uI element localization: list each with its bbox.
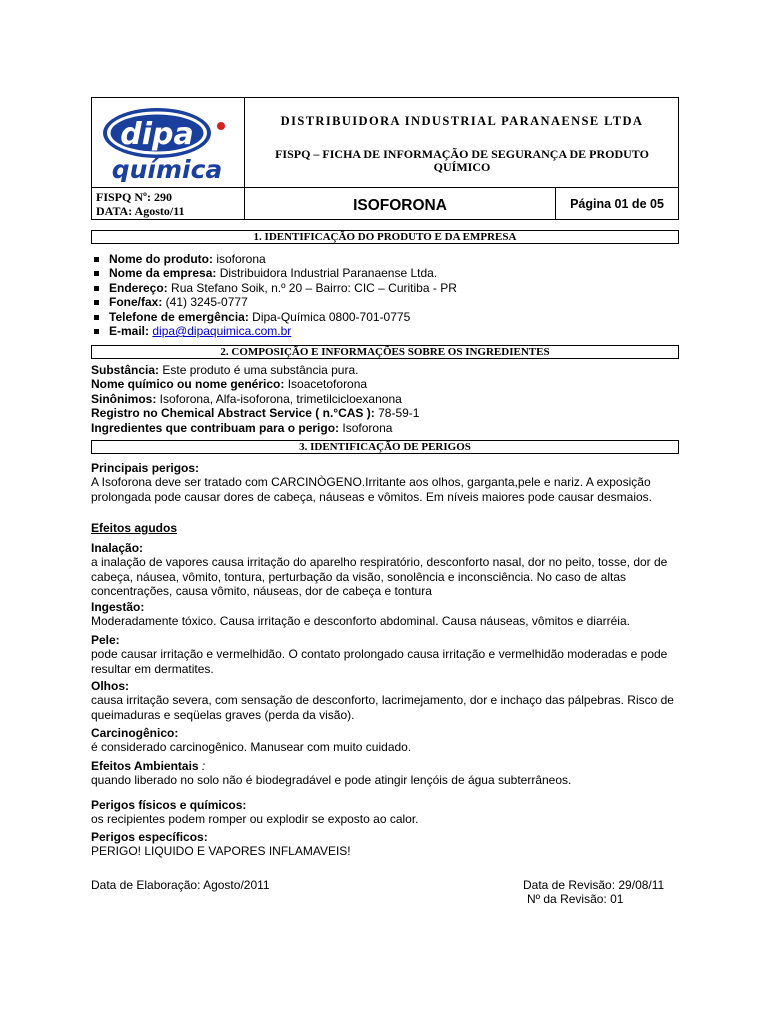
item-label: Nome da empresa: (109, 266, 217, 281)
fispq-title-line: QUÍMICO (433, 160, 491, 174)
carcinogenico-label: Carcinogênico: (91, 726, 179, 740)
dipa-quimica-logo (98, 104, 236, 182)
ambientais-label: Efeitos Ambientais (91, 759, 199, 773)
fispq-info (96, 190, 185, 218)
item-value: isoforona (212, 252, 266, 266)
efeitos-agudos-heading (91, 521, 691, 535)
line-value: Isoforona, Alfa-isoforona, trimetilcicloexanona (156, 391, 402, 406)
carcinogenico-text: é considerado carcinogênico. Manusear com muito cuidado. (91, 740, 412, 755)
item-value: (41) 3245-0777 (162, 295, 248, 310)
principais-text: A Isoforona deve ser tratado com CARCINÒGENO.Irritante aos olhos, garganta,pele e nariz. A exposição prolongada pode causar dores de cabeça, náuseas e vômitos. Em níveis maiores pode causar desmaios. (91, 475, 652, 504)
svg-text:química: química (111, 155, 223, 182)
olhos-text: causa irritação severa, com sensação de desconforto, lacrimejamento, dor e inchaço das pálpebras. Risco de queimaduras e seqüelas graves (perda da visão). (91, 693, 674, 722)
ambientais-colon: : (198, 759, 206, 773)
fispq-number: FISPQ Nº: 290 (96, 190, 172, 204)
carcinogenico-block (91, 726, 691, 755)
composition-line (91, 392, 691, 406)
pele-text: pode causar irritação e vermelhidão. O contato prolongado causa irritação e vermelhidão moderadas e pode resultar em dermatites. (91, 647, 668, 676)
list-item (93, 310, 457, 324)
list-item (93, 252, 457, 266)
item-label: Telefone de emergência: (109, 309, 249, 324)
footer-revisao: Data de Revisão: 29/08/11 (523, 878, 665, 892)
fisicos-block (91, 798, 691, 827)
olhos-block (91, 679, 681, 722)
fispq-date: DATA: Agosto/11 (96, 204, 185, 218)
inalacao-block (91, 541, 687, 599)
header-divider (92, 187, 678, 188)
ingestao-block (91, 600, 691, 629)
section-2-header: 2. COMPOSIÇÃO E INFORMAÇÕES SOBRE OS INGREDIENTES (91, 345, 679, 359)
line-label: Registro no Chemical Abstract Service ( n.°CAS ): (91, 406, 375, 421)
principais-perigos (91, 461, 683, 504)
ingestao-label: Ingestão: (91, 600, 145, 614)
ingestao-text: Moderadamente tóxico. Causa irritação e desconforto abdominal. Causa náuseas, vômitos e diarréia. (91, 614, 630, 629)
composition-line (91, 421, 691, 435)
email-link[interactable]: dipa@dipaquimica.com.br (152, 324, 292, 339)
pele-label: Pele: (91, 633, 120, 647)
line-label: Substância: (91, 363, 160, 377)
company-name: DISTRIBUIDORA INDUSTRIAL PARANAENSE LTDA (280, 114, 644, 128)
fisicos-text: os recipientes podem romper ou explodir se exposto ao calor. (91, 812, 419, 827)
line-label: Sinônimos: (91, 391, 157, 406)
item-value: Rua Stefano Soik, n.º 20 – Bairro: CIC – Curitiba - PR (167, 280, 457, 295)
composition-line (91, 406, 691, 420)
composition-line (91, 363, 691, 377)
composition-line (91, 377, 691, 391)
line-value: Isoforona (339, 420, 393, 435)
fisicos-label: Perigos físicos e químicos: (91, 798, 247, 812)
item-label: E-mail: (109, 324, 150, 339)
especificos-block (91, 830, 691, 859)
principais-label: Principais perigos: (91, 461, 200, 475)
item-label: Nome do produto: (109, 252, 213, 266)
footer-elaboracao: Data de Elaboração: Agosto/2011 (91, 878, 270, 892)
list-item (93, 324, 457, 338)
item-value: Dipa-Química 0800-701-0775 (248, 309, 411, 324)
olhos-label: Olhos: (91, 679, 129, 693)
page-number: Página 01 de 05 (570, 197, 664, 211)
inalacao-text: a inalação de vapores causa irritação do aparelho respiratório, desconforto nasal, dor no peito, tosse, dor de cabeça, náusea, vômito, tontura, perturbação da visão, sonolência e inconsciência. No caso de altas concentrações, causa vômito, náuseas, dor de cabeça e tontura (91, 555, 668, 599)
efeitos-agudos-label: Efeitos agudos (91, 521, 178, 535)
product-name: ISOFORONA (353, 197, 447, 214)
svg-text:dipa: dipa (120, 117, 194, 152)
item-value: Distribuidora Industrial Paranaense Ltda. (216, 266, 438, 281)
inalacao-label: Inalação: (91, 541, 144, 555)
section-1-header: 1. IDENTIFICAÇÃO DO PRODUTO E DA EMPRESA (91, 230, 679, 244)
especificos-label: Perigos específicos: (91, 830, 208, 844)
list-item (93, 266, 457, 280)
line-label: Ingredientes que contribuam para o perigo: (91, 420, 340, 435)
fispq-title (250, 148, 674, 174)
item-label: Endereço: (109, 280, 168, 295)
footer-revisao-numero: Nº da Revisão: 01 (527, 892, 624, 906)
line-value: Este produto é uma substância pura. (159, 363, 359, 377)
composition-block (91, 363, 691, 435)
item-label: Fone/fax: (109, 295, 163, 310)
especificos-text: PERIGO! LIQUIDO E VAPORES INFLAMAVEIS! (91, 844, 351, 859)
fispq-title-line: FISPQ – FICHA DE INFORMAÇÃO DE SEGURANÇA DE PRODUTO (275, 147, 649, 161)
pele-block (91, 633, 687, 676)
ambientais-block (91, 759, 691, 788)
company-info-list (93, 252, 457, 338)
line-value: 78-59-1 (374, 406, 420, 421)
line-label: Nome químico ou nome genérico: (91, 377, 285, 392)
list-item (93, 281, 457, 295)
list-item (93, 295, 457, 309)
section-3-header: 3. IDENTIFICAÇÃO DE PERIGOS (91, 440, 679, 454)
document-header (91, 97, 679, 220)
ambientais-text: quando liberado no solo não é biodegradável e pode atingir lençóis de água subterrâneos. (91, 773, 572, 788)
line-value: Isoacetoforona (284, 377, 368, 392)
